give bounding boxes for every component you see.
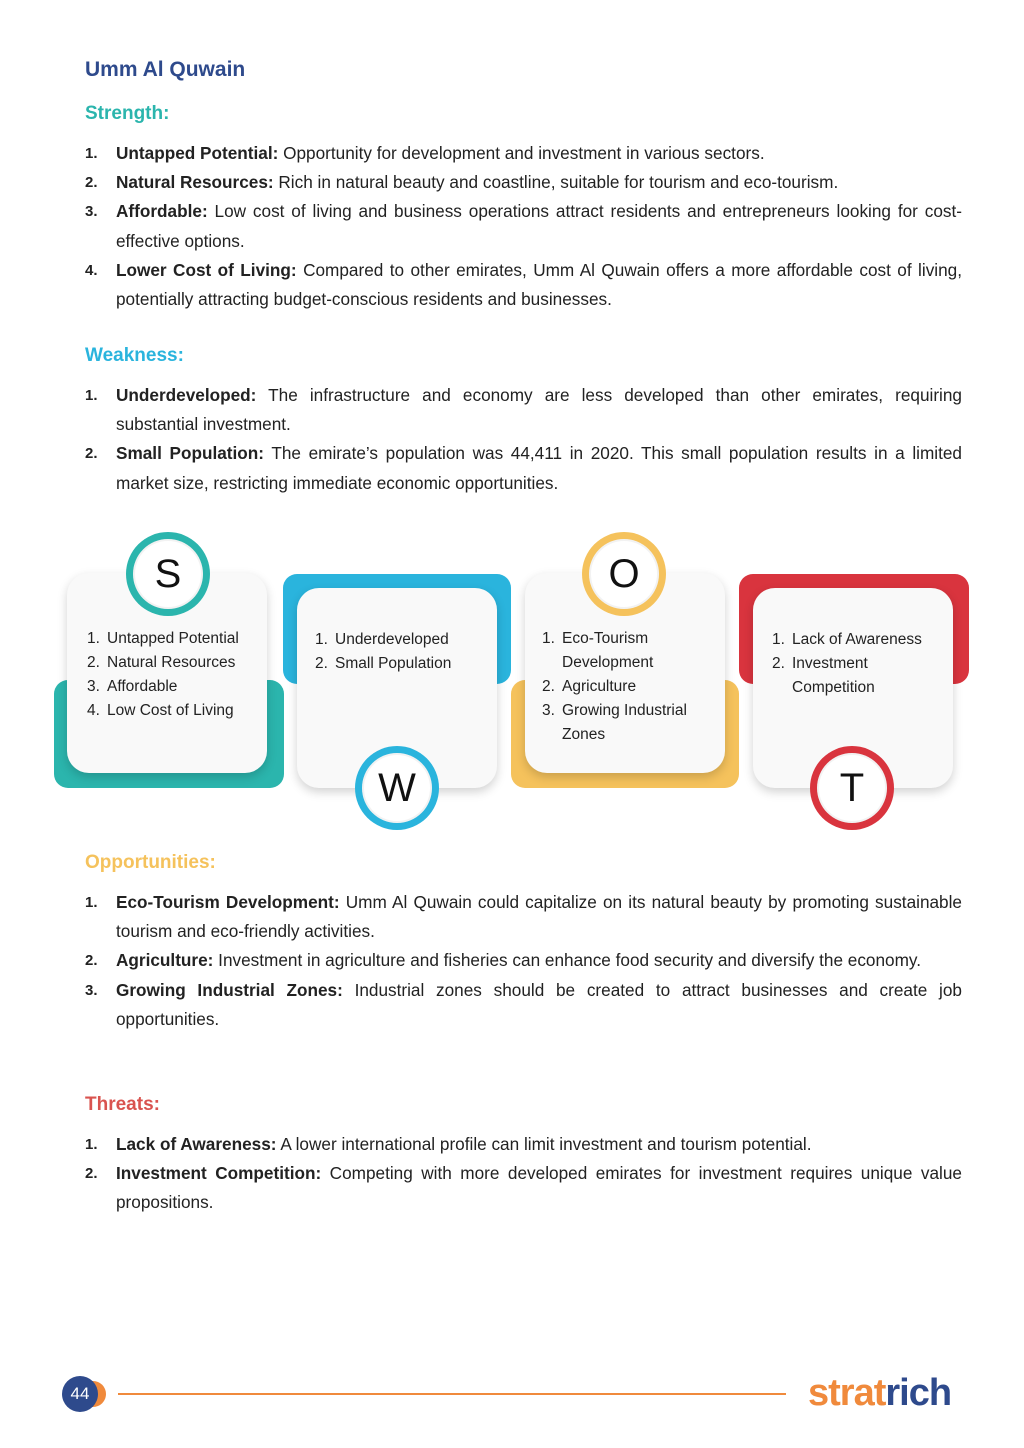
list-item <box>87 675 259 699</box>
item-number: 2. <box>85 445 98 463</box>
item-number: 3. <box>85 203 98 221</box>
item-number: 3. <box>542 702 555 719</box>
brand-logo <box>808 1372 951 1415</box>
item-number: 2. <box>85 174 98 192</box>
list-item <box>87 699 259 723</box>
item-text: Growing Industrial Zones <box>562 702 687 743</box>
page-title: Umm Al Quwain <box>85 58 246 81</box>
item-text: Industrial zones should be created to attract businesses and create job opportunities. <box>116 979 962 1029</box>
list-item <box>85 1130 962 1159</box>
item-label: Investment Competition: <box>116 1163 322 1184</box>
footer-divider <box>118 1393 786 1395</box>
list-item <box>85 381 962 439</box>
strength-heading: Strength: <box>85 103 170 124</box>
item-label: Lack of Awareness: <box>116 1134 277 1154</box>
swot-diagram <box>0 520 1024 850</box>
item-number: 1. <box>87 630 100 647</box>
item-number: 3. <box>87 678 100 695</box>
item-number: 1. <box>85 145 98 162</box>
item-text: Opportunity for development and investment in various sectors. <box>278 143 765 163</box>
item-text: The emirate’s population was 44,411 in 2020. This small population results in a limited market size, restricting immediate economic opportunities. <box>116 443 962 493</box>
item-number: 2. <box>542 678 555 695</box>
page-number: 44 <box>62 1376 98 1412</box>
item-text: Investment Competition <box>792 655 875 696</box>
item-text: Natural Resources <box>107 654 236 671</box>
item-number: 2. <box>315 655 328 672</box>
item-text: Lack of Awareness <box>792 631 922 648</box>
w-badge <box>355 746 439 830</box>
item-text: Low cost of living and business operations attract residents and entrepreneurs looking for cost-effective options. <box>116 201 962 251</box>
list-item <box>85 256 962 314</box>
s-letter: S <box>133 539 203 609</box>
list-item <box>315 652 491 676</box>
item-number: 1. <box>85 1136 98 1153</box>
list-item <box>87 627 259 651</box>
item-label: Underdeveloped: <box>116 385 257 405</box>
item-label: Growing Industrial Zones: <box>116 979 343 1000</box>
item-text: Investment in agriculture and fisheries can enhance food security and diversify the economy. <box>213 950 922 971</box>
list-item <box>772 628 950 652</box>
item-label: Natural Resources: <box>116 172 274 193</box>
list-item <box>85 888 962 946</box>
item-text: A lower international profile can limit investment and tourism potential. <box>276 1134 812 1154</box>
list-item <box>85 168 962 197</box>
list-item <box>542 675 720 699</box>
opportunities-heading: Opportunities: <box>85 852 216 873</box>
list-item <box>85 946 962 975</box>
item-number: 4. <box>87 702 100 719</box>
item-label: Eco-Tourism Development: <box>116 892 340 912</box>
item-text: Compared to other emirates, Umm Al Quwain offers a more affordable cost of living, potentially attracting budget-conscious residents and businesses. <box>116 259 962 310</box>
item-text: Small Population <box>335 655 452 672</box>
item-text: Rich in natural beauty and coastline, suitable for tourism and eco-tourism. <box>273 172 839 193</box>
list-item <box>315 628 491 652</box>
t-letter: T <box>817 753 887 823</box>
item-label: Small Population: <box>116 443 265 464</box>
item-text: Eco-Tourism Development <box>562 630 654 671</box>
weakness-heading: Weakness: <box>85 345 184 366</box>
logo-part-1: strat <box>808 1372 886 1414</box>
item-text: Competing with more developed emirates for investment requires unique value propositions. <box>116 1163 962 1213</box>
list-item <box>542 627 720 675</box>
list-item <box>85 976 962 1034</box>
o-badge <box>582 532 666 616</box>
item-text: Untapped Potential <box>107 630 239 647</box>
list-item <box>85 439 962 497</box>
item-number: 1. <box>85 387 98 404</box>
item-number: 4. <box>85 261 98 279</box>
threats-heading: Threats: <box>85 1094 160 1115</box>
item-label: Lower Cost of Living: <box>116 259 297 280</box>
item-number: 1. <box>315 631 328 648</box>
weakness-list <box>85 381 962 498</box>
item-number: 2. <box>85 1165 98 1183</box>
list-item <box>542 699 720 747</box>
threats-list <box>85 1130 962 1218</box>
t-badge <box>810 746 894 830</box>
item-text: Umm Al Quwain could capitalize on its natural beauty by promoting sustainable tourism and eco-friendly activities. <box>116 892 962 942</box>
list-item <box>85 139 962 168</box>
list-item <box>85 1159 962 1217</box>
item-number: 1. <box>772 631 785 648</box>
s-badge <box>126 532 210 616</box>
o-letter: O <box>589 539 659 609</box>
item-label: Affordable: <box>116 201 208 222</box>
list-item <box>87 651 259 675</box>
item-text: Underdeveloped <box>335 631 449 648</box>
item-text: The infrastructure and economy are less developed than other emirates, requiring substantial investment. <box>116 385 962 435</box>
item-number: 1. <box>542 630 555 647</box>
item-number: 2. <box>85 952 98 970</box>
w-letter: W <box>362 753 432 823</box>
item-number: 3. <box>85 981 98 999</box>
item-label: Untapped Potential: <box>116 143 279 163</box>
list-item <box>772 652 950 700</box>
strength-list <box>85 139 962 314</box>
item-text: Low Cost of Living <box>107 702 234 719</box>
item-label: Agriculture: <box>116 950 214 971</box>
list-item <box>85 197 962 255</box>
item-number: 1. <box>85 894 98 911</box>
opportunities-list <box>85 888 962 1034</box>
item-text: Affordable <box>107 678 178 695</box>
item-number: 2. <box>772 655 785 672</box>
item-text: Agriculture <box>562 678 637 695</box>
logo-part-2: rich <box>885 1372 952 1414</box>
item-number: 2. <box>87 654 100 671</box>
